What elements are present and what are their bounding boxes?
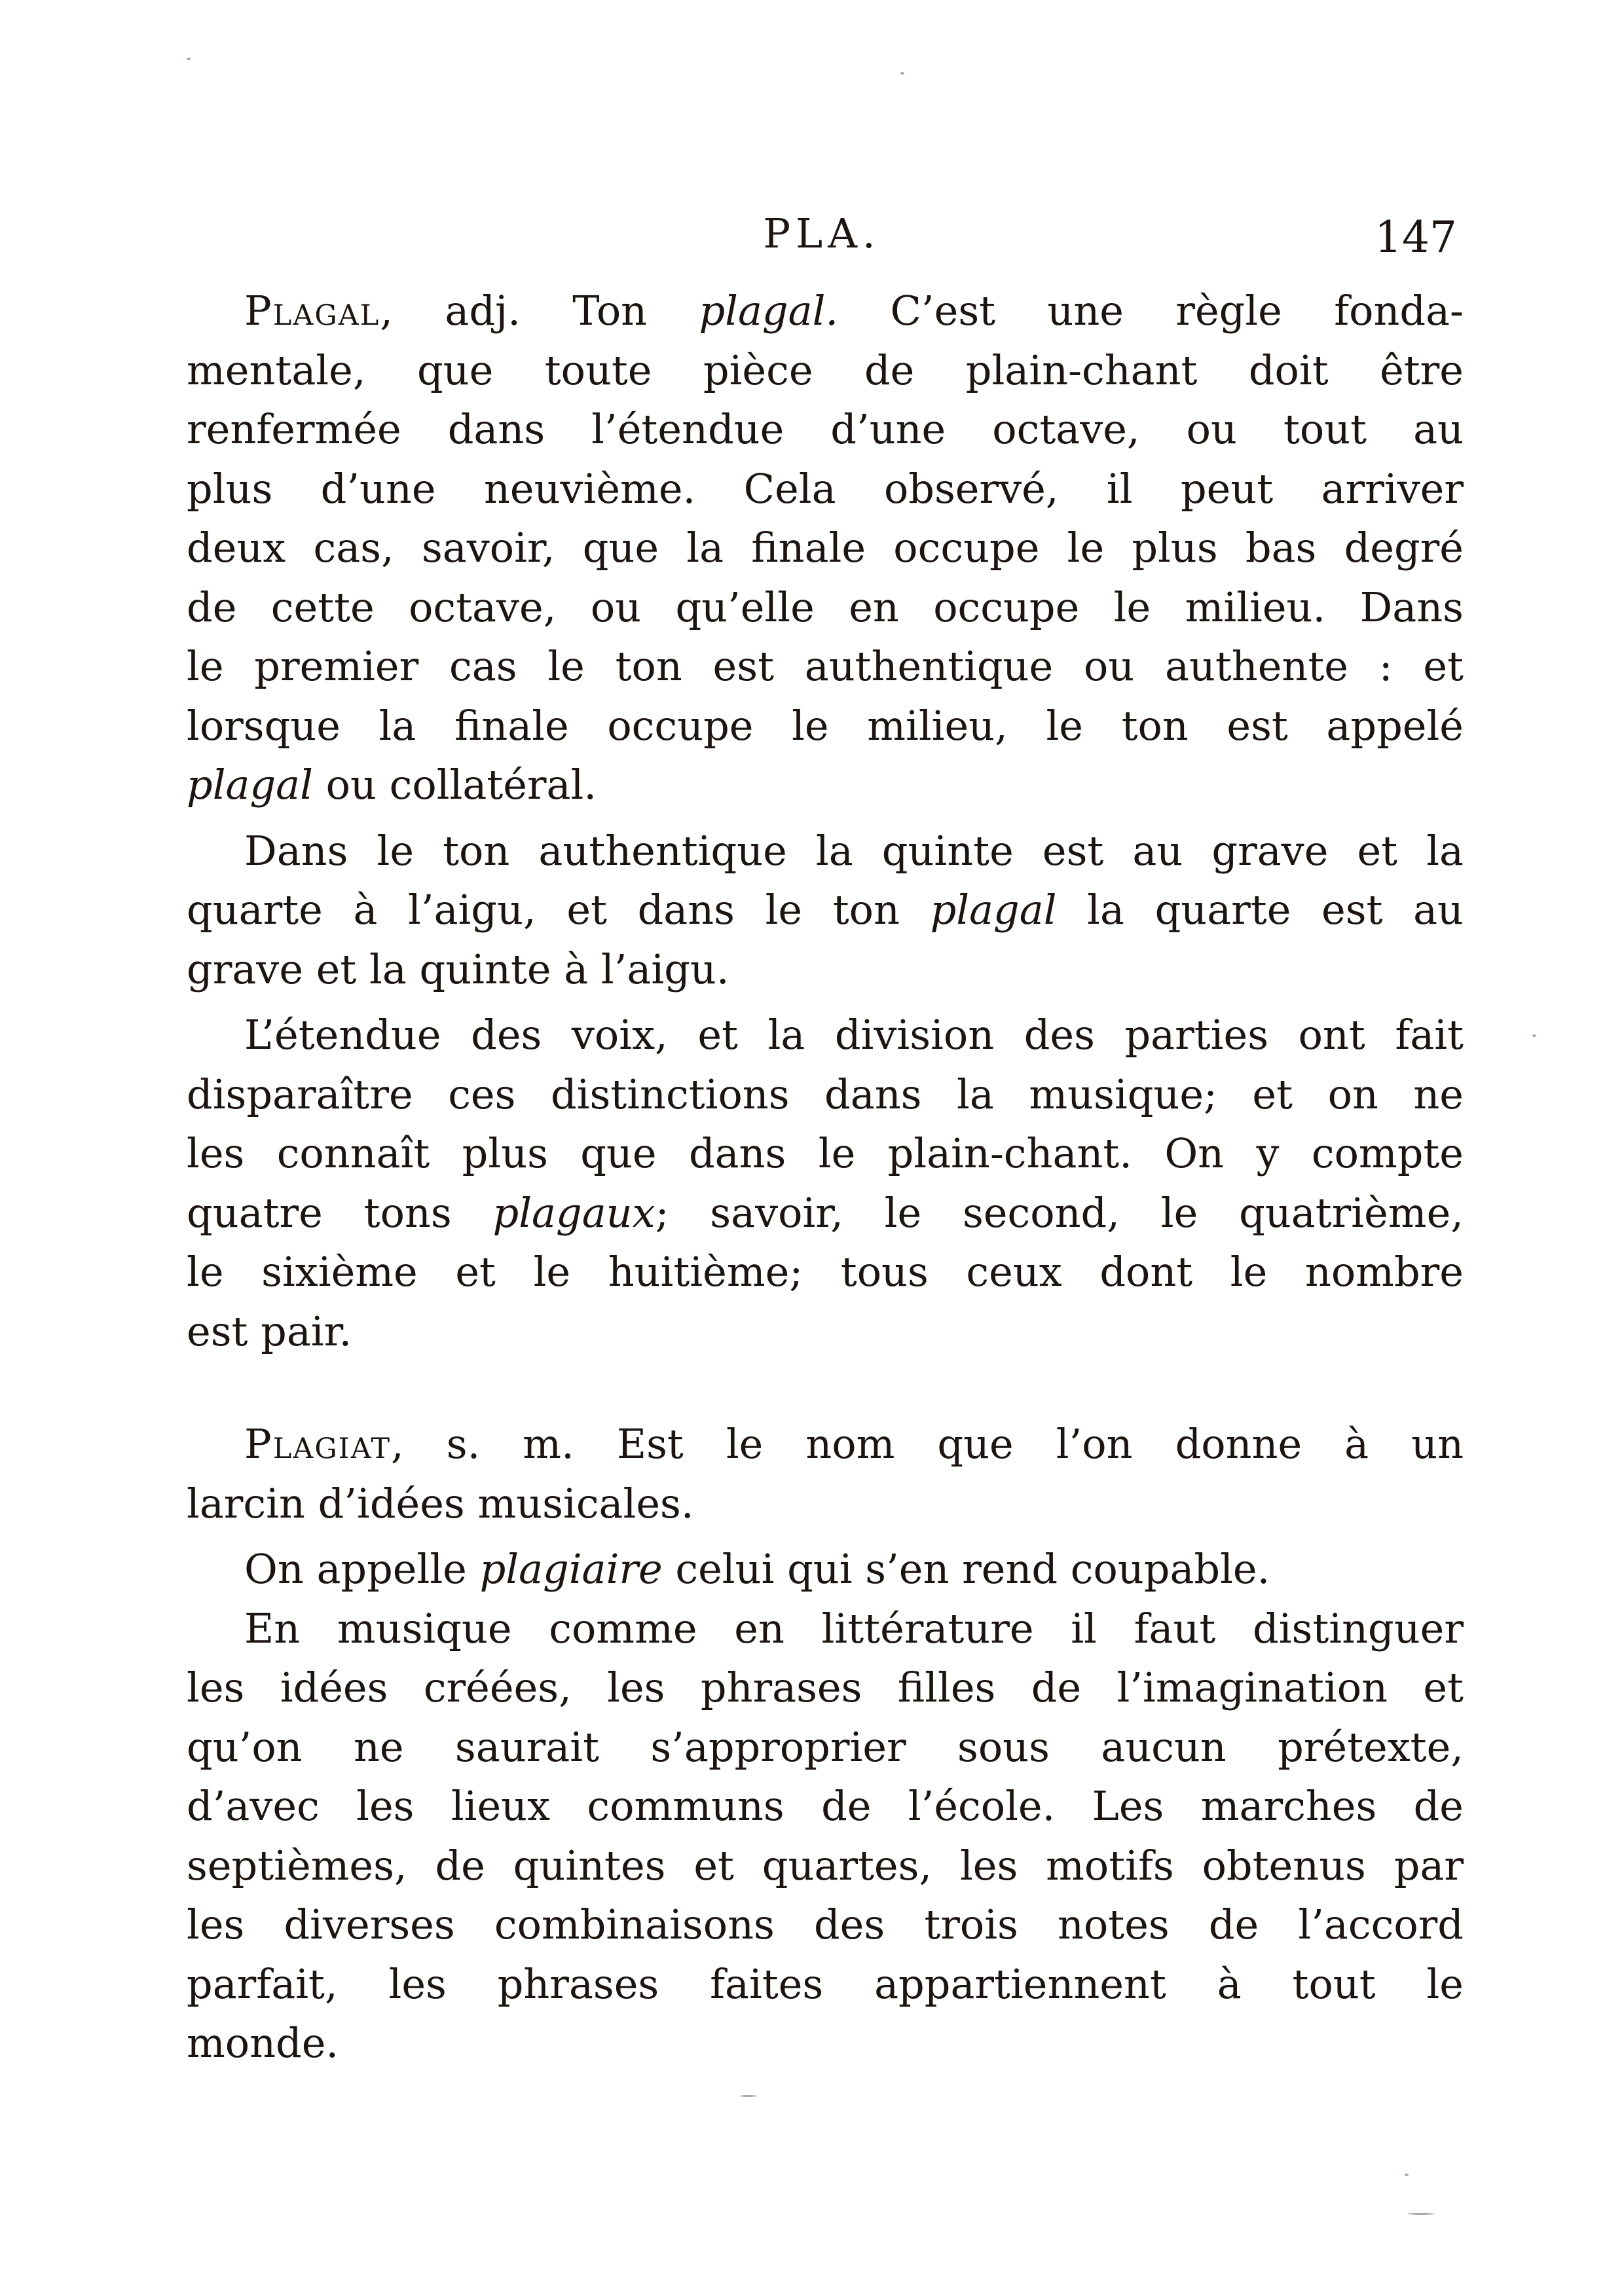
text-line	[187, 1415, 1464, 1474]
paper-speckle	[1532, 1034, 1536, 1037]
paragraph-gap	[187, 1533, 1464, 1540]
entry-gap	[187, 1361, 1464, 1415]
text-run: , s. m. Est le nom que l’on donne à un	[391, 1420, 1464, 1468]
headword: Plagal	[244, 287, 380, 335]
text-line: les idées créées, les phrases filles de l’imagination et	[187, 1664, 1464, 1711]
text-line: d’avec les lieux communs de l’école. Les marches de	[187, 1782, 1464, 1830]
text-line: le premier cas le ton est authentique ou authente : et	[187, 642, 1464, 690]
paper-speckle	[900, 72, 904, 75]
text-line: est pair.	[187, 1307, 352, 1355]
text-line: En musique comme en littérature il faut distinguer	[244, 1604, 1464, 1652]
text-run: On appelle	[244, 1545, 480, 1593]
text-line: deux cas, savoir, que la finale occupe le plus bas degré	[187, 524, 1464, 572]
text-line: septièmes, de quintes et quartes, les motifs obtenus par	[187, 1841, 1464, 1889]
body-text	[187, 282, 1464, 2073]
text-line: parfait, les phrases faites appartiennent à tout le	[187, 1959, 1464, 2008]
entry-plagal	[187, 282, 1464, 815]
text-run: quarte à l’aigu, et dans le ton	[187, 886, 931, 934]
text-run: la quarte est au	[1056, 886, 1464, 934]
text-run: ; savoir, le second, le quatrième,	[655, 1188, 1464, 1237]
paragraph	[187, 1599, 1464, 2073]
text-line: de cette octave, ou qu’elle en occupe le milieu. Dans	[187, 583, 1464, 631]
text-run: , adj. Ton	[380, 287, 699, 335]
paragraph-gap	[187, 999, 1464, 1006]
text-line: le sixième et le huitième; tous ceux dont le nombre	[187, 1248, 1464, 1296]
text-line: les diverses combinaisons des trois notes de l’accord	[187, 1901, 1464, 1948]
text-run: quatre tons	[187, 1188, 493, 1237]
text-line: larcin d’idées musicales.	[187, 1479, 694, 1527]
text-line: Dans le ton authentique la quinte est au grave et la	[244, 826, 1464, 875]
text-line	[187, 282, 1464, 341]
running-head	[187, 196, 1457, 275]
text-line: disparaître ces distinctions dans la musique; et on ne	[187, 1070, 1464, 1118]
text-run: celui qui s’en rend coupable.	[662, 1545, 1270, 1593]
text-line: plus d’une neuvième. Cela observé, il peut arriver	[187, 464, 1464, 513]
italic-term: plagal.	[699, 287, 839, 335]
text-line: grave et la quinte à l’aigu.	[187, 945, 729, 993]
page-number: 147	[1375, 212, 1457, 263]
italic-term: plagal	[930, 886, 1057, 934]
paragraph	[187, 822, 1464, 1000]
italic-term: plagal	[187, 761, 313, 809]
paper-speckle	[740, 2095, 757, 2097]
italic-term: plagaux	[492, 1188, 655, 1237]
paragraph	[187, 1540, 1464, 1599]
text-line: lorsque la finale occupe le milieu, le ton est appelé	[187, 701, 1464, 750]
text-line: L’étendue des voix, et la division des parties ont fait	[244, 1011, 1464, 1059]
paragraph	[187, 1006, 1464, 1361]
text-line: les connaît plus que dans le plain-chant. On y compte	[187, 1129, 1464, 1177]
paragraph-gap	[187, 815, 1464, 822]
text-line	[187, 881, 1464, 940]
text-line	[187, 1184, 1464, 1243]
entry-plagiat	[187, 1415, 1464, 1533]
text-line	[187, 1540, 1464, 1599]
text-run: C’est une règle fonda-	[838, 287, 1464, 335]
italic-term: plagiaire	[479, 1545, 663, 1593]
paper-speckle	[1405, 2174, 1409, 2176]
text-run: ou collatéral.	[312, 761, 597, 809]
running-title: PLA.	[763, 210, 881, 257]
paper-speckle	[187, 58, 191, 60]
text-line: mentale, que toute pièce de plain-chant doit être	[187, 346, 1464, 394]
text-line: monde.	[187, 2019, 339, 2067]
text-line: renfermée dans l’étendue d’une octave, ou tout au	[187, 405, 1464, 453]
paper-speckle	[1408, 2213, 1434, 2215]
headword: Plagiat	[244, 1420, 392, 1468]
text-line	[187, 756, 1464, 815]
text-line: qu’on ne saurait s’approprier sous aucun prétexte,	[187, 1722, 1464, 1771]
